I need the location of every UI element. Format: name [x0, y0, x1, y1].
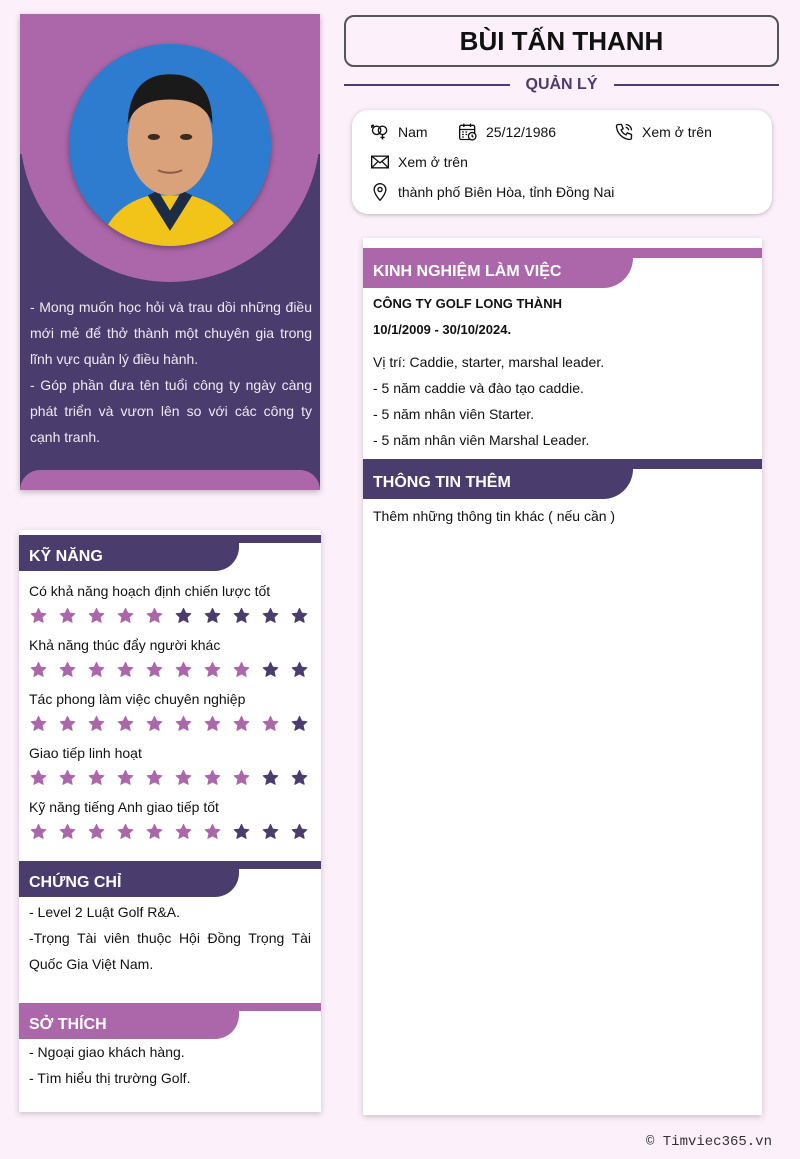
star-filled-icon	[87, 769, 106, 787]
skills-list	[19, 581, 321, 841]
star-empty-icon	[232, 823, 251, 841]
star-empty-icon	[290, 823, 309, 841]
experience-title: KINH NGHIỆM LÀM VIỆC	[373, 263, 562, 280]
star-filled-icon	[203, 715, 222, 733]
star-filled-icon	[58, 715, 77, 733]
star-empty-icon	[203, 607, 222, 625]
skill-rating	[29, 715, 311, 733]
gender-icon	[370, 122, 390, 142]
additional-info-title: THÔNG TIN THÊM	[373, 474, 511, 491]
star-filled-icon	[116, 607, 135, 625]
star-filled-icon	[87, 607, 106, 625]
additional-info-body	[363, 503, 762, 529]
hobby-line: - Tìm hiểu thị trường Golf.	[29, 1070, 191, 1086]
certificate-line: - Level 2 Luật Golf R&A.	[29, 904, 180, 920]
star-filled-icon	[145, 715, 164, 733]
star-filled-icon	[174, 823, 193, 841]
experience-body	[363, 291, 762, 453]
objective-line: - Mong muốn học hỏi và trau dồi những điều mới mẻ để thở thành một chuyên gia trong lĩnh vực quản lý điều hành.	[30, 299, 312, 367]
calendar-icon	[458, 122, 478, 142]
star-filled-icon	[232, 715, 251, 733]
star-filled-icon	[29, 769, 48, 787]
right-panel	[363, 238, 762, 1115]
gender-value: Nam	[398, 124, 428, 140]
skills-header	[19, 535, 321, 571]
star-filled-icon	[174, 769, 193, 787]
contact-phone	[614, 121, 712, 143]
star-filled-icon	[58, 769, 77, 787]
star-empty-icon	[174, 607, 193, 625]
star-empty-icon	[261, 823, 280, 841]
star-filled-icon	[145, 661, 164, 679]
star-filled-icon	[116, 769, 135, 787]
star-filled-icon	[116, 715, 135, 733]
star-filled-icon	[29, 715, 48, 733]
star-filled-icon	[87, 823, 106, 841]
experience-line: - 5 năm nhân viên Starter.	[373, 406, 535, 422]
star-filled-icon	[232, 769, 251, 787]
work-period: 10/1/2009 - 30/10/2024.	[373, 322, 512, 337]
company-name: CÔNG TY GOLF LONG THÀNH	[373, 296, 562, 311]
hobby-line: - Ngoại giao khách hàng.	[29, 1044, 185, 1060]
contact-email	[370, 151, 468, 173]
certificate-line: -Trọng Tài viên thuộc Hội Đồng Trọng Tài Quốc Gia Việt Nam.	[29, 930, 311, 972]
additional-info-header	[363, 459, 762, 499]
star-filled-icon	[58, 661, 77, 679]
skill-item	[19, 635, 321, 679]
star-filled-icon	[116, 823, 135, 841]
avatar	[69, 44, 271, 246]
skill-name: Kỹ năng tiếng Anh giao tiếp tốt	[29, 799, 219, 815]
star-empty-icon	[290, 715, 309, 733]
career-objective	[30, 294, 312, 450]
experience-line: - 5 năm caddie và đào tạo caddie.	[373, 380, 584, 396]
skill-rating	[29, 769, 311, 787]
divider	[614, 84, 780, 86]
skill-name: Giao tiếp linh hoạt	[29, 745, 142, 761]
skill-item	[19, 743, 321, 787]
star-filled-icon	[116, 661, 135, 679]
role-row	[344, 74, 779, 96]
hobbies-header	[19, 1003, 321, 1039]
star-filled-icon	[87, 661, 106, 679]
location-pin-icon	[370, 182, 390, 202]
star-empty-icon	[290, 769, 309, 787]
skill-rating	[29, 607, 311, 625]
additional-info-text: Thêm những thông tin khác ( nếu cần )	[373, 508, 616, 524]
star-filled-icon	[29, 823, 48, 841]
skill-name: Tác phong làm việc chuyên nghiệp	[29, 691, 246, 707]
skill-rating	[29, 823, 311, 841]
profile-card	[20, 14, 320, 490]
star-filled-icon	[29, 661, 48, 679]
certificates-title: CHỨNG CHỈ	[29, 874, 122, 891]
skills-title: KỸ NĂNG	[29, 548, 103, 565]
job-title: QUẢN LÝ	[525, 76, 598, 93]
skill-name: Khả năng thúc đẩy người khác	[29, 637, 221, 653]
contact-card	[352, 110, 772, 214]
left-panel	[19, 530, 321, 1112]
experience-line: Vị trí: Caddie, starter, marshal leader.	[373, 354, 605, 370]
email-value: Xem ở trên	[398, 154, 468, 170]
star-filled-icon	[145, 769, 164, 787]
skill-item	[19, 689, 321, 733]
star-empty-icon	[290, 661, 309, 679]
star-empty-icon	[261, 661, 280, 679]
star-filled-icon	[232, 661, 251, 679]
address-value: thành phố Biên Hòa, tỉnh Đồng Nai	[398, 184, 615, 200]
star-filled-icon	[29, 607, 48, 625]
phone-value: Xem ở trên	[642, 124, 712, 140]
copyright: © Timviec365.vn	[645, 1134, 772, 1150]
certificates-header	[19, 861, 321, 897]
star-filled-icon	[145, 607, 164, 625]
star-filled-icon	[203, 769, 222, 787]
hobbies-title: SỞ THÍCH	[29, 1016, 107, 1033]
star-empty-icon	[261, 607, 280, 625]
phone-icon	[614, 122, 634, 142]
skill-name: Có khả năng hoạch định chiến lược tốt	[29, 583, 271, 599]
star-filled-icon	[174, 715, 193, 733]
star-filled-icon	[203, 661, 222, 679]
experience-line: - 5 năm nhân viên Marshal Leader.	[373, 432, 590, 448]
certificates-body	[19, 899, 321, 977]
star-filled-icon	[58, 823, 77, 841]
birthday-value: 25/12/1986	[486, 124, 557, 140]
star-filled-icon	[174, 661, 193, 679]
star-empty-icon	[232, 607, 251, 625]
candidate-name: BÙI TẤN THANH	[344, 15, 779, 67]
star-filled-icon	[203, 823, 222, 841]
contact-birthday	[458, 121, 556, 143]
profile-footer-bg	[20, 470, 320, 490]
star-filled-icon	[261, 715, 280, 733]
star-filled-icon	[145, 823, 164, 841]
avatar-photo-icon	[69, 44, 271, 246]
hobbies-body	[19, 1039, 321, 1091]
star-empty-icon	[290, 607, 309, 625]
contact-address	[370, 181, 614, 203]
divider	[344, 84, 510, 86]
skill-rating	[29, 661, 311, 679]
experience-header	[363, 248, 762, 288]
mail-icon	[370, 152, 390, 172]
star-filled-icon	[58, 607, 77, 625]
star-filled-icon	[87, 715, 106, 733]
contact-gender	[370, 121, 428, 143]
skill-item	[19, 581, 321, 625]
objective-line: - Góp phần đưa tên tuổi công ty ngày càng phát triển và vươn lên so với các công ty cạnh tranh.	[30, 377, 312, 445]
skill-item	[19, 797, 321, 841]
star-empty-icon	[261, 769, 280, 787]
